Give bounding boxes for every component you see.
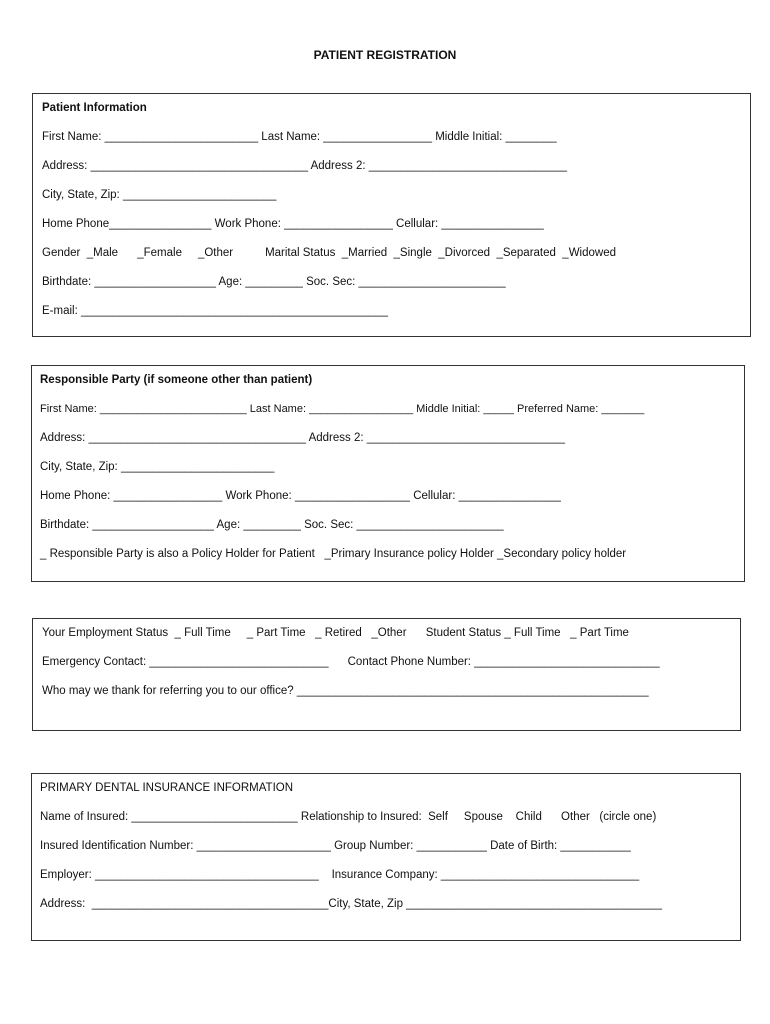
responsible-party-section [31,365,745,582]
patient-phone-row[interactable]: Home Phone________________ Work Phone: _________________ Cellular: ________________ [42,218,544,230]
emergency-contact-row[interactable]: Emergency Contact: ____________________________ Contact Phone Number: _____________________________ [42,656,660,668]
insurance-heading: PRIMARY DENTAL INSURANCE INFORMATION [40,782,294,794]
patient-email-row[interactable]: E-mail: ________________________________________________ [42,305,388,317]
responsible-party-heading: Responsible Party (if someone other than patient) [40,374,313,386]
form-title: PATIENT REGISTRATION [313,48,457,62]
responsible-phone-row[interactable]: Home Phone: _________________ Work Phone: __________________ Cellular: ________________ [40,490,561,502]
insured-id-row[interactable]: Insured Identification Number: _____________________ Group Number: ___________ Date of Birth: ___________ [40,840,631,852]
patient-gender-marital-row[interactable]: Gender _Male _Female _Other Marital Status _Married _Single _Divorced _Separated _Widowed [42,247,616,259]
employment-section [32,618,741,731]
patient-information-heading: Patient Information [42,102,147,114]
referral-row[interactable]: Who may we thank for referring you to our office? _______________________________________________________ [42,685,649,697]
insured-name-row[interactable]: Name of Insured: __________________________ Relationship to Insured: Self Spouse Child Other (circle one) [40,811,657,823]
responsible-city-row[interactable]: City, State, Zip: ________________________ [40,461,275,473]
patient-city-row[interactable]: City, State, Zip: ________________________ [42,189,277,201]
patient-address-row[interactable]: Address: __________________________________ Address 2: _______________________________ [42,160,568,172]
responsible-policy-holder-row[interactable]: _ Responsible Party is also a Policy Holder for Patient _Primary Insurance policy Holder _Secondary policy holder [40,548,627,560]
insurance-address-row[interactable]: Address: _____________________________________City, State, Zip ________________________________________ [40,898,662,910]
employment-status-row[interactable]: Your Employment Status _ Full Time _ Part Time _ Retired _Other Student Status _ Full Time _ Part Time [42,627,629,639]
primary-dental-insurance-section [31,773,741,941]
responsible-name-row[interactable]: First Name: ________________________ Last Name: _________________ Middle Initial: _____ Preferred Name: _______ [40,403,645,415]
responsible-address-row[interactable]: Address: __________________________________ Address 2: _______________________________ [40,432,566,444]
patient-information-section [32,93,751,337]
responsible-birthdate-row[interactable]: Birthdate: ___________________ Age: _________ Soc. Sec: _______________________ [40,519,504,531]
patient-name-row[interactable]: First Name: ________________________ Last Name: _________________ Middle Initial: ________ [42,131,557,143]
employer-row[interactable]: Employer: ___________________________________ Insurance Company: _______________________________ [40,869,640,881]
patient-birthdate-row[interactable]: Birthdate: ___________________ Age: _________ Soc. Sec: _______________________ [42,276,506,288]
